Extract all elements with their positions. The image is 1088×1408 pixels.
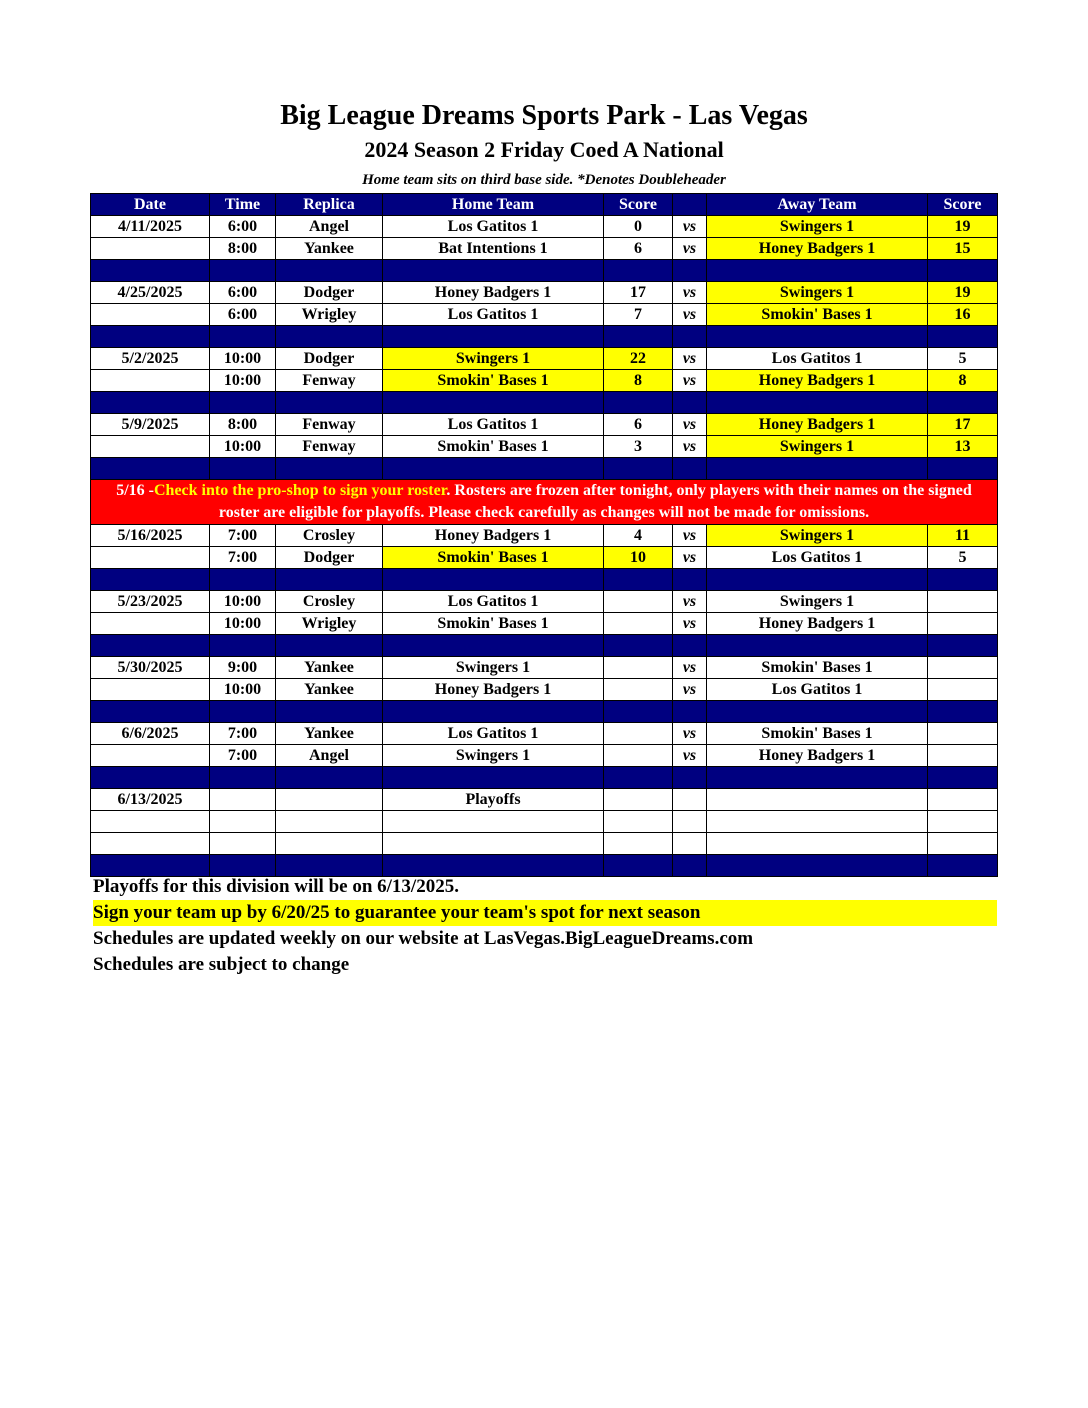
game-time: 10:00 [210,591,276,613]
separator-row [91,767,998,789]
game-date: 5/16/2025 [91,525,210,547]
separator-cell [210,569,276,591]
separator-cell [91,392,210,414]
separator-cell [210,767,276,789]
separator-cell [707,767,928,789]
home-score: 10 [604,547,673,569]
game-replica: Yankee [276,238,383,260]
separator-cell [707,392,928,414]
footer-website-note: Schedules are updated weekly on our website at LasVegas.BigLeagueDreams.com [93,928,754,949]
game-time: 8:00 [210,414,276,436]
game-date: 5/30/2025 [91,657,210,679]
away-score: 19 [928,282,998,304]
separator-cell [276,260,383,282]
game-row [91,436,998,458]
blank-row [91,811,998,833]
separator-cell [707,326,928,348]
game-time: 7:00 [210,723,276,745]
game-date [91,370,210,392]
game-replica: Crosley [276,591,383,613]
away-team: Smokin' Bases 1 [707,304,928,326]
empty-cell [276,811,383,833]
game-replica: Fenway [276,414,383,436]
roster-notice-row [91,480,998,525]
footer-change-note: Schedules are subject to change [93,954,350,975]
notice-date: 5/16 - [116,482,154,499]
home-team: Honey Badgers 1 [383,679,604,701]
separator-cell [383,635,604,657]
vs-label: vs [673,723,707,745]
vs-label: vs [673,238,707,260]
vs-label: vs [673,282,707,304]
away-score: 5 [928,547,998,569]
separator-cell [91,326,210,348]
blank-row [91,833,998,855]
game-date [91,436,210,458]
game-replica: Wrigley [276,304,383,326]
home-score: 17 [604,282,673,304]
vs-label: vs [673,216,707,238]
away-team: Swingers 1 [707,525,928,547]
notice-text: . Rosters are frozen after tonight, only players with their names on the signed roster are eligible for playoffs. Please check carefully as changes will not be made for omissions. [218,482,972,521]
footer-signup-note: Sign your team up by 6/20/25 to guarantee your team's spot for next season [93,900,997,926]
game-time: 10:00 [210,613,276,635]
playoffs-label: Playoffs [383,789,604,811]
game-date [91,745,210,767]
separator-cell [928,767,998,789]
separator-cell [383,392,604,414]
home-team: Smokin' Bases 1 [383,436,604,458]
separator-cell [673,767,707,789]
game-row [91,370,998,392]
separator-cell [276,326,383,348]
game-date: 5/23/2025 [91,591,210,613]
game-row [91,679,998,701]
separator-cell [673,326,707,348]
game-row [91,348,998,370]
separator-cell [707,458,928,480]
empty-cell [91,833,210,855]
separator-cell [928,701,998,723]
away-team: Honey Badgers 1 [707,238,928,260]
empty-cell [276,833,383,855]
game-replica: Yankee [276,657,383,679]
away-team: Los Gatitos 1 [707,348,928,370]
home-team: Honey Badgers 1 [383,282,604,304]
away-score [928,679,998,701]
away-team: Los Gatitos 1 [707,547,928,569]
schedule-body [91,216,998,877]
vs-label: vs [673,745,707,767]
away-score [928,591,998,613]
separator-cell [673,458,707,480]
game-row [91,304,998,326]
game-date: 4/11/2025 [91,216,210,238]
separator-cell [383,701,604,723]
home-team: Swingers 1 [383,348,604,370]
col-header-time: Time [210,194,276,216]
vs-label: vs [673,525,707,547]
home-team: Swingers 1 [383,745,604,767]
footer-playoffs-note: Playoffs for this division will be on 6/13/2025. [93,876,459,897]
page-title: Big League Dreams Sports Park - Las Vegas [280,100,808,131]
col-header-away-team: Away Team [707,194,928,216]
away-team: Honey Badgers 1 [707,414,928,436]
away-score [928,657,998,679]
home-score: 22 [604,348,673,370]
vs-label: vs [673,414,707,436]
home-score: 0 [604,216,673,238]
game-date [91,547,210,569]
away-team: Honey Badgers 1 [707,370,928,392]
empty-cell [673,811,707,833]
separator-cell [604,326,673,348]
empty-cell [383,833,604,855]
separator-cell [383,260,604,282]
empty-cell [91,811,210,833]
separator-cell [928,392,998,414]
home-team: Los Gatitos 1 [383,591,604,613]
game-row [91,745,998,767]
game-date: 5/2/2025 [91,348,210,370]
separator-cell [210,392,276,414]
home-score [604,613,673,635]
separator-cell [210,458,276,480]
separator-cell [928,260,998,282]
away-team: Smokin' Bases 1 [707,723,928,745]
game-date: 5/9/2025 [91,414,210,436]
empty-cell [928,833,998,855]
home-score [604,679,673,701]
game-row [91,282,998,304]
game-row [91,216,998,238]
separator-cell [928,569,998,591]
game-replica: Fenway [276,436,383,458]
schedule-table [90,193,998,877]
home-score: 6 [604,414,673,436]
away-team: Swingers 1 [707,282,928,304]
home-team: Los Gatitos 1 [383,216,604,238]
game-replica: Angel [276,216,383,238]
game-time: 6:00 [210,304,276,326]
away-team: Swingers 1 [707,216,928,238]
game-time: 7:00 [210,547,276,569]
separator-row [91,701,998,723]
away-score [928,613,998,635]
game-time: 8:00 [210,238,276,260]
home-score [604,723,673,745]
separator-cell [383,767,604,789]
separator-row [91,458,998,480]
game-replica: Yankee [276,723,383,745]
vs-label: vs [673,591,707,613]
game-date [91,304,210,326]
separator-cell [707,260,928,282]
away-team: Smokin' Bases 1 [707,657,928,679]
game-replica: Wrigley [276,613,383,635]
game-date: 6/6/2025 [91,723,210,745]
separator-cell [210,635,276,657]
home-team-note: Home team sits on third base side. *Denotes Doubleheader [362,172,726,188]
game-date [91,613,210,635]
game-row [91,238,998,260]
game-row [91,723,998,745]
home-team: Los Gatitos 1 [383,414,604,436]
empty-cell [707,833,928,855]
home-score: 6 [604,238,673,260]
roster-notice [91,480,998,525]
separator-cell [276,635,383,657]
home-team: Bat Intentions 1 [383,238,604,260]
empty-cell [604,789,673,811]
col-header-home-score: Score [604,194,673,216]
game-time: 10:00 [210,436,276,458]
game-date: 4/25/2025 [91,282,210,304]
home-team: Swingers 1 [383,657,604,679]
separator-cell [383,326,604,348]
home-team: Los Gatitos 1 [383,304,604,326]
separator-cell [383,458,604,480]
separator-cell [91,767,210,789]
away-score: 11 [928,525,998,547]
game-date [91,679,210,701]
separator-cell [928,458,998,480]
empty-cell [276,789,383,811]
separator-row [91,569,998,591]
away-team: Swingers 1 [707,591,928,613]
empty-cell [707,789,928,811]
vs-label: vs [673,613,707,635]
game-time: 6:00 [210,282,276,304]
away-team: Honey Badgers 1 [707,745,928,767]
notice-emphasis: Check into the pro-shop to sign your roster [154,482,447,499]
separator-cell [276,392,383,414]
game-time: 10:00 [210,370,276,392]
vs-label: vs [673,304,707,326]
game-time: 7:00 [210,745,276,767]
col-header-replica: Replica [276,194,383,216]
away-score: 13 [928,436,998,458]
away-team: Swingers 1 [707,436,928,458]
separator-cell [604,458,673,480]
empty-cell [604,811,673,833]
playoffs-date: 6/13/2025 [91,789,210,811]
separator-cell [91,458,210,480]
separator-cell [928,326,998,348]
game-replica: Dodger [276,348,383,370]
separator-cell [276,569,383,591]
empty-cell [210,811,276,833]
separator-cell [91,635,210,657]
separator-cell [604,767,673,789]
vs-label: vs [673,679,707,701]
home-team: Honey Badgers 1 [383,525,604,547]
away-team: Los Gatitos 1 [707,679,928,701]
home-team: Los Gatitos 1 [383,723,604,745]
game-replica: Dodger [276,282,383,304]
separator-cell [673,635,707,657]
separator-cell [673,569,707,591]
away-score: 8 [928,370,998,392]
separator-row [91,635,998,657]
home-score [604,657,673,679]
separator-cell [276,701,383,723]
separator-cell [210,326,276,348]
empty-cell [210,789,276,811]
separator-cell [383,569,604,591]
col-header-date: Date [91,194,210,216]
separator-cell [673,701,707,723]
home-score [604,591,673,613]
separator-cell [276,458,383,480]
game-replica: Dodger [276,547,383,569]
game-time: 7:00 [210,525,276,547]
game-replica: Crosley [276,525,383,547]
separator-cell [604,260,673,282]
empty-cell [707,811,928,833]
home-team: Smokin' Bases 1 [383,547,604,569]
separator-row [91,326,998,348]
separator-cell [210,260,276,282]
separator-cell [928,635,998,657]
vs-label: vs [673,436,707,458]
game-row [91,613,998,635]
separator-cell [91,260,210,282]
home-team: Smokin' Bases 1 [383,370,604,392]
separator-cell [91,701,210,723]
game-row [91,657,998,679]
game-row [91,547,998,569]
empty-cell [673,789,707,811]
away-score: 15 [928,238,998,260]
home-score: 8 [604,370,673,392]
game-time: 6:00 [210,216,276,238]
vs-label: vs [673,657,707,679]
separator-cell [707,701,928,723]
away-score [928,745,998,767]
empty-cell [383,811,604,833]
separator-cell [604,635,673,657]
separator-cell [276,767,383,789]
col-header-away-score: Score [928,194,998,216]
home-team: Smokin' Bases 1 [383,613,604,635]
separator-cell [604,392,673,414]
separator-cell [673,260,707,282]
home-score: 7 [604,304,673,326]
playoffs-row [91,789,998,811]
empty-cell [928,789,998,811]
empty-cell [210,833,276,855]
game-time: 9:00 [210,657,276,679]
separator-cell [604,701,673,723]
separator-cell [673,392,707,414]
game-replica: Yankee [276,679,383,701]
col-header-vs [673,194,707,216]
table-header-row [91,194,998,216]
home-score: 3 [604,436,673,458]
separator-cell [707,635,928,657]
game-row [91,525,998,547]
separator-cell [707,569,928,591]
home-score [604,745,673,767]
away-score: 17 [928,414,998,436]
away-team: Honey Badgers 1 [707,613,928,635]
empty-cell [604,833,673,855]
vs-label: vs [673,547,707,569]
game-replica: Fenway [276,370,383,392]
empty-cell [673,833,707,855]
col-header-home-team: Home Team [383,194,604,216]
separator-cell [91,569,210,591]
page-subtitle: 2024 Season 2 Friday Coed A National [364,137,724,162]
separator-cell [210,701,276,723]
vs-label: vs [673,348,707,370]
separator-row [91,392,998,414]
game-replica: Angel [276,745,383,767]
empty-cell [928,811,998,833]
game-row [91,414,998,436]
game-time: 10:00 [210,348,276,370]
game-date [91,238,210,260]
away-score: 19 [928,216,998,238]
game-row [91,591,998,613]
separator-row [91,260,998,282]
game-time: 10:00 [210,679,276,701]
away-score: 5 [928,348,998,370]
away-score: 16 [928,304,998,326]
away-score [928,723,998,745]
vs-label: vs [673,370,707,392]
home-score: 4 [604,525,673,547]
separator-cell [604,569,673,591]
